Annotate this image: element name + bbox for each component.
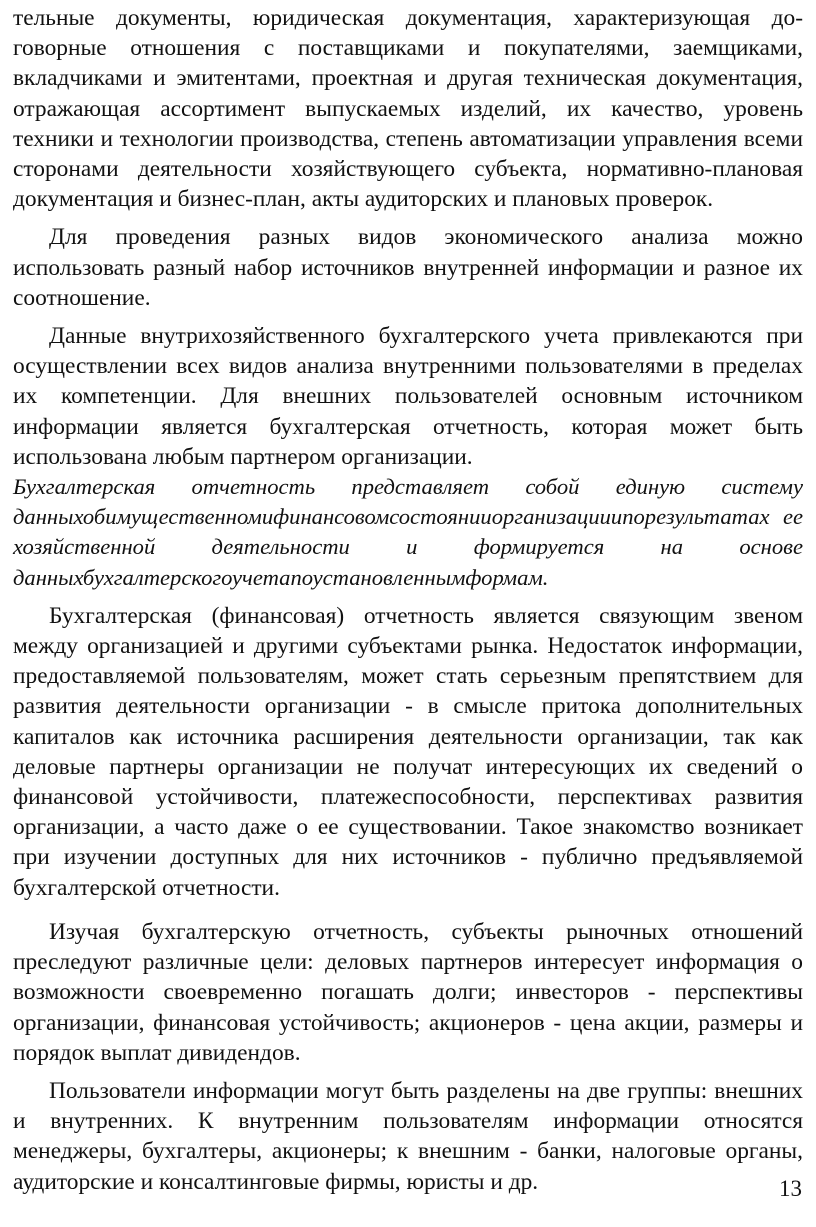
paragraph-user-goals: Изучая бухгалтерскую отчетность, субъекты рыночных отношений преследуют различные цели: деловых партнеров интересует информация о возможности своевременно погашать долги; инвесторов - перспективы организации, финансовая устойчивость; акционеров - цена акции, размеры и порядок выплат дивидендов.: [13, 918, 803, 1066]
paragraph-user-groups: Пользователи информации могут быть разделены на две группы: внешних и внутренних. К внутренним пользователям информации относятся менеджеры, бухгалтеры, акционеры; к внешним - банки, налоговые органы, аудиторские и консалтинговые фирмы, юристы и др.: [13, 1077, 803, 1195]
paragraph-analysis-sources: Для проведения разных видов экономического анализа можно использовать разный набор источников внутренней информации и разное их соотношение.: [13, 224, 803, 311]
page-body: [13, 3, 803, 1197]
page-number: 13: [779, 1176, 802, 1201]
paragraph-continuation: тельные документы, юридическая документация, характеризующая договорные отношения с поставщиками и покупателями, заемщиками, вкладчиками и эмитентами, проектная и другая техническая документация, отражающая ассортимент выпускаемых изделий, их качество, уровень техники и технологии производства, степень автоматизации управления всеми сторонами деятельности хозяйствующего субъекта, нормативно-плановая документация и бизнес-план, акты аудиторских и плановых проверок.: [13, 5, 803, 213]
paragraph-definition: Бухгалтерская отчетность представляет собой единую систему данныхобимущественномифинансовомсостоянииорганизацииипорезультатах ее хозяйственной деятельности и формируется на основе данныхбухгалтерскогоучетапоустановленнымформам.: [13, 474, 803, 590]
paragraph-financial-reporting: Бухгалтерская (финансовая) отчетность является связующим звеном между организацией и другими субъектами рынка. Недостаток информации, предоставляемой пользователям, может стать серьезным препятствием для развития деятельности организации - в смысле притока дополнительных капиталов как источника расширения деятельности организации, так как деловые партнеры организации не получат интересующих их сведений о финансовой устойчивости, платежеспособности, перспективах развития организации, а часто даже о ее существовании. Такое знакомство возникает при изучении доступных для них источников - публично предъявляемой бухгалтерской отчетности.: [13, 602, 803, 901]
paragraph-internal-accounting: Данные внутрихозяйственного бухгалтерского учета привлекаются при осуществлении всех видов анализа внутренними пользователями в пределах их компетенции. Для внешних пользователей основным источником информации является бухгалтерская отчетность, которая может быть использована любым партнером организации.: [13, 323, 803, 470]
